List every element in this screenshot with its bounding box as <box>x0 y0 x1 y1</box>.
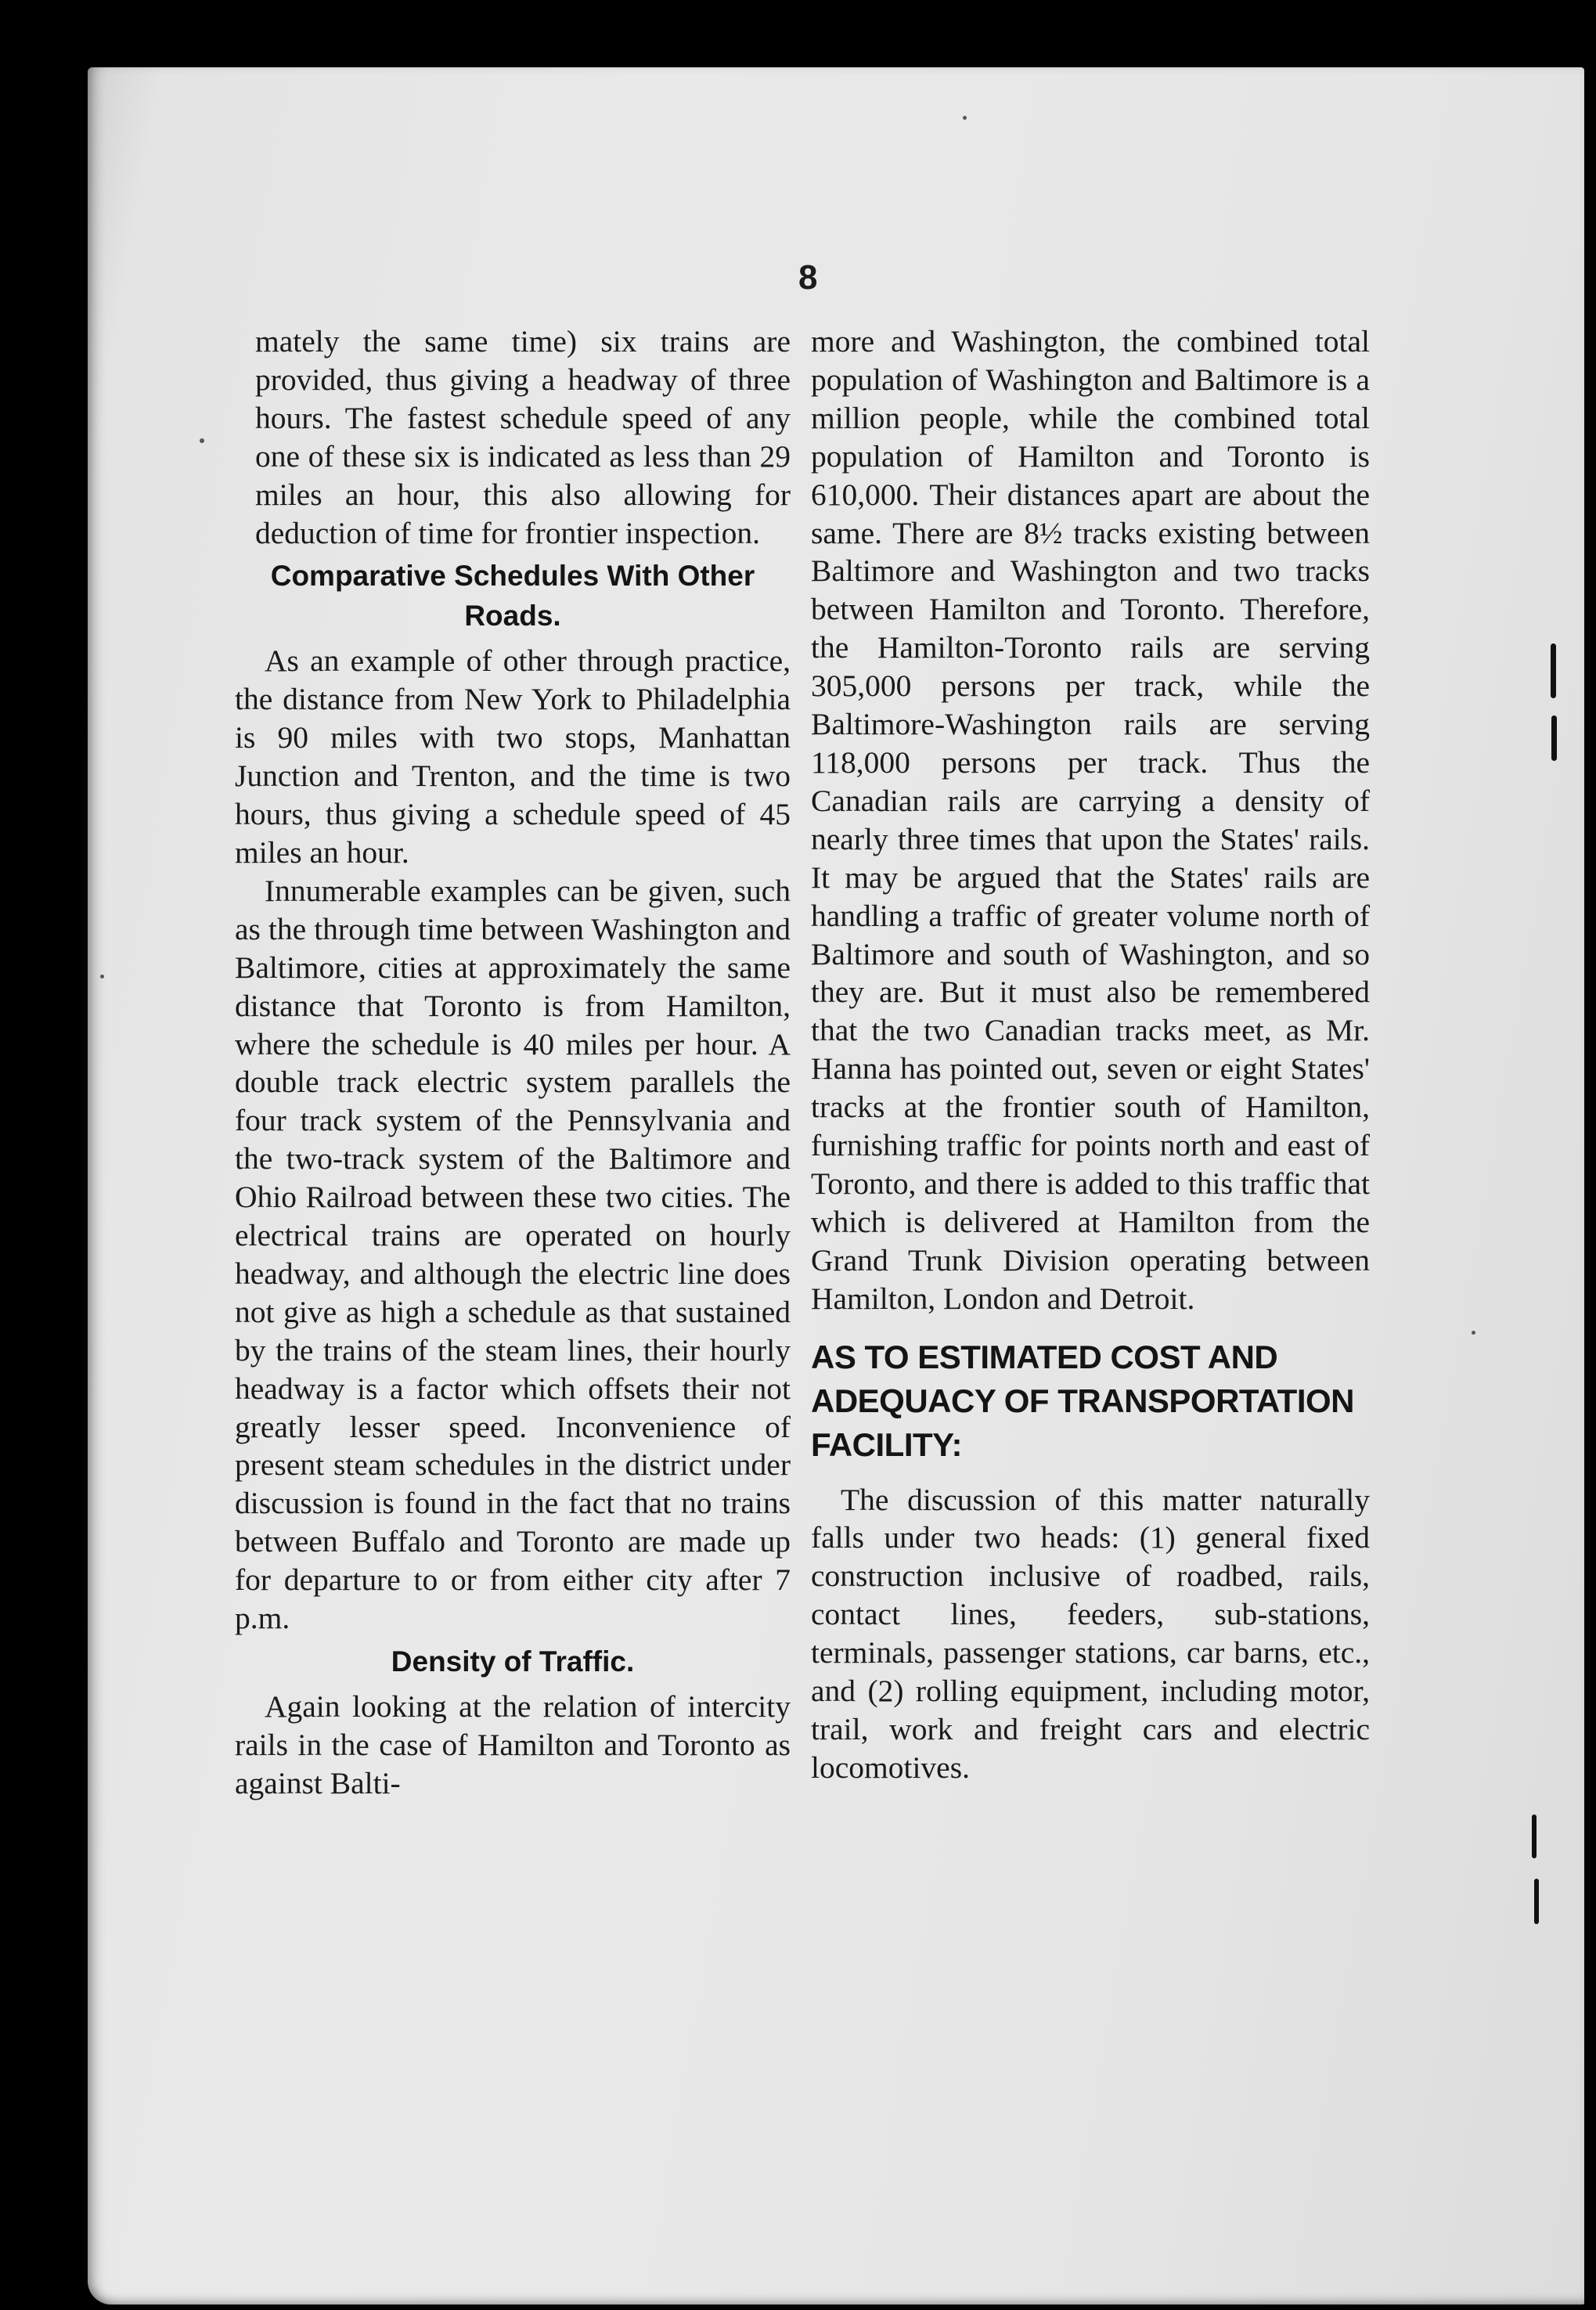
binding-mark <box>1551 643 1556 698</box>
binding-mark <box>1534 1879 1539 1924</box>
binding-mark <box>1551 715 1557 761</box>
right-column <box>811 323 1370 1787</box>
subheading: Density of Traffic. <box>391 1645 635 1678</box>
scan-speck <box>1472 1331 1475 1335</box>
scan-speck <box>963 116 967 120</box>
page-number: 8 <box>798 258 818 297</box>
paragraph: Again looking at the relation of intercity rails in the case of Hamilton and Toronto as against Balti- <box>235 1689 791 1800</box>
paragraph: mately the same time) six trains are provided, thus giving a headway of three hours. The fastest schedule speed of any one of these six is indicated as less than 29 miles an hour, this also allowing for deduction of time for frontier inspection. <box>255 324 791 550</box>
section-heading: AS TO ESTIMATED COST AND ADEQUACY OF TRANSPORTATION FACILITY: <box>811 1338 1355 1463</box>
scan-speck <box>100 975 104 978</box>
binding-mark <box>1532 1814 1537 1858</box>
paragraph: The discussion of this matter naturally falls under two heads: (1) general fixed construction inclusive of roadbed, rails, contact lines, feeders, sub-stations, terminals, passenger stations, car barns, etc., and (2) rolling equipment, including motor, trail, work and freight cars and electric locomotives. <box>811 1482 1370 1785</box>
paragraph: As an example of other through practice, the distance from New York to Philadelphia is 90 miles with two stops, Manhattan Junction and Trenton, and the time is two hours, thus giving a schedule speed of 45 miles an hour. <box>235 643 791 870</box>
paragraph: Innumerable examples can be given, such as the through time between Washington and Baltimore, cities at approximately the same distance that Toronto is from Hamilton, where the schedule is 40 miles per hour. A double track electric system parallels the four track system of the Pennsylvania and the two-track system of the Baltimore and Ohio Railroad between these two cities. The electrical trains are operated on hourly headway, and although the electric line does not give as high a schedule as that sustained by the trains of the steam lines, their hourly headway is a factor which offsets their not greatly lesser speed. Inconvenience of present steam schedules in the district under discussion is found in the fact that no trains between Buffalo and Toronto are made up for departure to or from either city after 7 p.m. <box>235 873 791 1636</box>
paragraph: more and Washington, the combined total population of Washington and Baltimore is a million people, while the combined total population of Hamilton and Toronto is 610,000. Their distances apart are about the same. There are 8½ tracks existing between Baltimore and Washington and two tracks between Hamilton and Toronto. Therefore, the Hamilton-Toronto rails are serving 305,000 persons per track, while the Baltimore-Washington rails are serving 118,000 persons per track. Thus the Canadian rails are carrying a density of nearly three times that upon the States' rails. It may be argued that the States' rails are handling a traffic of greater volume north of Baltimore and south of Washington, and so they are. But it must also be remembered that the two Canadian tracks meet, as Mr. Hanna has pointed out, seven or eight States' tracks at the frontier south of Hamilton, furnishing traffic for points north and east of Toronto, and there is added to this traffic that which is delivered at Hamilton from the Grand Trunk Division operating between Hamilton, London and Detroit. <box>811 324 1370 1316</box>
subheading: Comparative Schedules With Other Roads. <box>270 560 755 632</box>
scan-speck <box>200 438 204 443</box>
left-column <box>235 323 791 1803</box>
